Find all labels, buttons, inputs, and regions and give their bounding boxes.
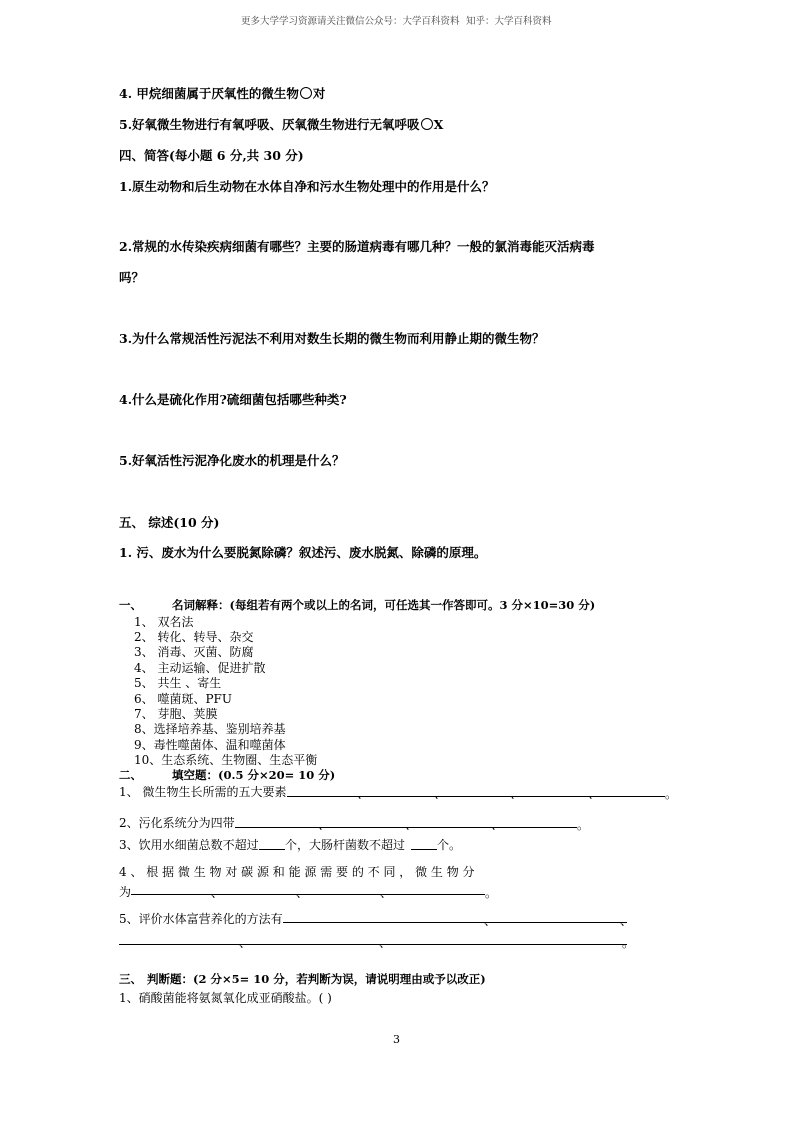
end-mark: 。 xyxy=(577,818,590,832)
separator: 、 xyxy=(491,818,504,832)
list-item: 3、 消毒、灭菌、防腐 xyxy=(134,645,254,659)
answer-line xyxy=(411,849,437,850)
fill-question-3: 3、饮用水细菌总数不超过 xyxy=(119,838,259,852)
part1-number: 一、 xyxy=(119,598,142,612)
part1-title: 名词解释：(每组若有两个或以上的名词，可任选其一作答即可。3 分×10=30 分) xyxy=(172,598,596,612)
separator: 、 xyxy=(588,787,601,801)
answer-line xyxy=(119,944,627,945)
judge-item-4: 4. 甲烷细菌属于厌氧性的微生物 对 xyxy=(119,86,326,101)
circle-mark-icon xyxy=(421,118,433,130)
separator: 、 xyxy=(296,886,309,900)
list-item: 1、 双名法 xyxy=(134,615,194,629)
answer-line xyxy=(259,849,285,850)
separator: 、 xyxy=(379,936,392,950)
header-right: 知乎：大学百科资料 xyxy=(466,16,552,27)
section4-question-1: 1.原生动物和后生动物在水体自净和污水生物处理中的作用是什么？ xyxy=(119,179,495,194)
part3-title: 判断题：(2 分×5= 10 分，若判断为误，请说明理由或予以改正) xyxy=(147,972,486,986)
separator: 、 xyxy=(239,936,252,950)
section4-question-3: 3.为什么常规活性污泥法不利用对数生长期的微生物而利用静止期的微生物？ xyxy=(119,331,545,346)
separator: 、 xyxy=(318,818,331,832)
separator: 、 xyxy=(434,787,447,801)
separator: 、 xyxy=(510,787,523,801)
answer-line xyxy=(287,796,665,797)
section4-question-2-cont: 吗？ xyxy=(119,270,145,285)
separator: 、 xyxy=(357,787,370,801)
list-item: 2、 转化、转导、杂交 xyxy=(134,630,254,644)
section5-question-1: 1. 污、废水为什么要脱氮除磷？叙述污、废水脱氮、除磷的原理。 xyxy=(119,545,487,560)
section4-title: 四、简答(每小题 6 分,共 30 分) xyxy=(119,148,304,163)
judge-question-1: 1、硝酸菌能将氨氮氧化成亚硝酸盐。( ) xyxy=(119,991,332,1005)
part2-title: 填空题：(0.5 分×20= 10 分) xyxy=(172,768,336,782)
section4-question-2: 2.常规的水传染疾病细菌有哪些？主要的肠道病毒有哪几种？一般的氯消毒能灭活病毒 xyxy=(119,239,595,254)
part3-number: 三、 xyxy=(119,972,142,986)
list-item: 4、 主动运输、促进扩散 xyxy=(134,661,266,675)
list-item: 10、生态系统、生物圈、生态平衡 xyxy=(134,753,318,767)
separator: 、 xyxy=(380,886,393,900)
answer-line xyxy=(283,922,627,923)
fill-question-3-end: 个。 xyxy=(437,838,462,852)
end-mark: 。 xyxy=(665,787,678,801)
list-item: 8、选择培养基、鉴别培养基 xyxy=(134,722,286,736)
part2-number: 二、 xyxy=(119,768,142,782)
separator: 、 xyxy=(620,914,633,928)
fill-question-1: 1、 微生物生长所需的五大要素 xyxy=(119,785,287,799)
judge-item-5: 5.好氧微生物进行有氧呼吸、厌氧微生物进行无氧呼吸 X xyxy=(119,117,444,132)
section5-title: 五、 综述(10 分) xyxy=(119,515,220,530)
fill-question-3-mid: 个，大肠杆菌数不超过 xyxy=(285,838,406,852)
list-item: 5、 共生 、寄生 xyxy=(134,676,222,690)
fill-question-4: 4 、 根 据 微 生 物 对 碳 源 和 能 源 需 要 的 不 同 ， 微 生 物 分 xyxy=(119,865,475,879)
circle-mark-icon xyxy=(300,87,312,99)
section4-question-4: 4.什么是硫化作用?硫细菌包括哪些种类? xyxy=(119,392,347,407)
end-mark: 。 xyxy=(622,936,635,950)
separator: 、 xyxy=(211,886,224,900)
fill-question-2: 2、污化系统分为四带 xyxy=(119,816,235,830)
list-item: 7、 芽胞、荚膜 xyxy=(134,707,218,721)
fill-question-5: 5、评价水体富营养化的方法有 xyxy=(119,912,283,926)
fill-question-4-cont: 为 xyxy=(119,885,132,899)
page-number: 3 xyxy=(393,1033,400,1046)
header-left: 更多大学学习资源请关注微信公众号：大学百科资料 xyxy=(241,16,460,27)
list-item: 9、毒性噬菌体、温和噬菌体 xyxy=(134,738,286,752)
separator: 、 xyxy=(484,914,497,928)
separator: 、 xyxy=(405,818,418,832)
section4-question-5: 5.好氧活性污泥净化废水的机理是什么？ xyxy=(119,453,345,468)
end-mark: 。 xyxy=(485,886,498,900)
list-item: 6、 噬菌斑、PFU xyxy=(134,692,232,706)
